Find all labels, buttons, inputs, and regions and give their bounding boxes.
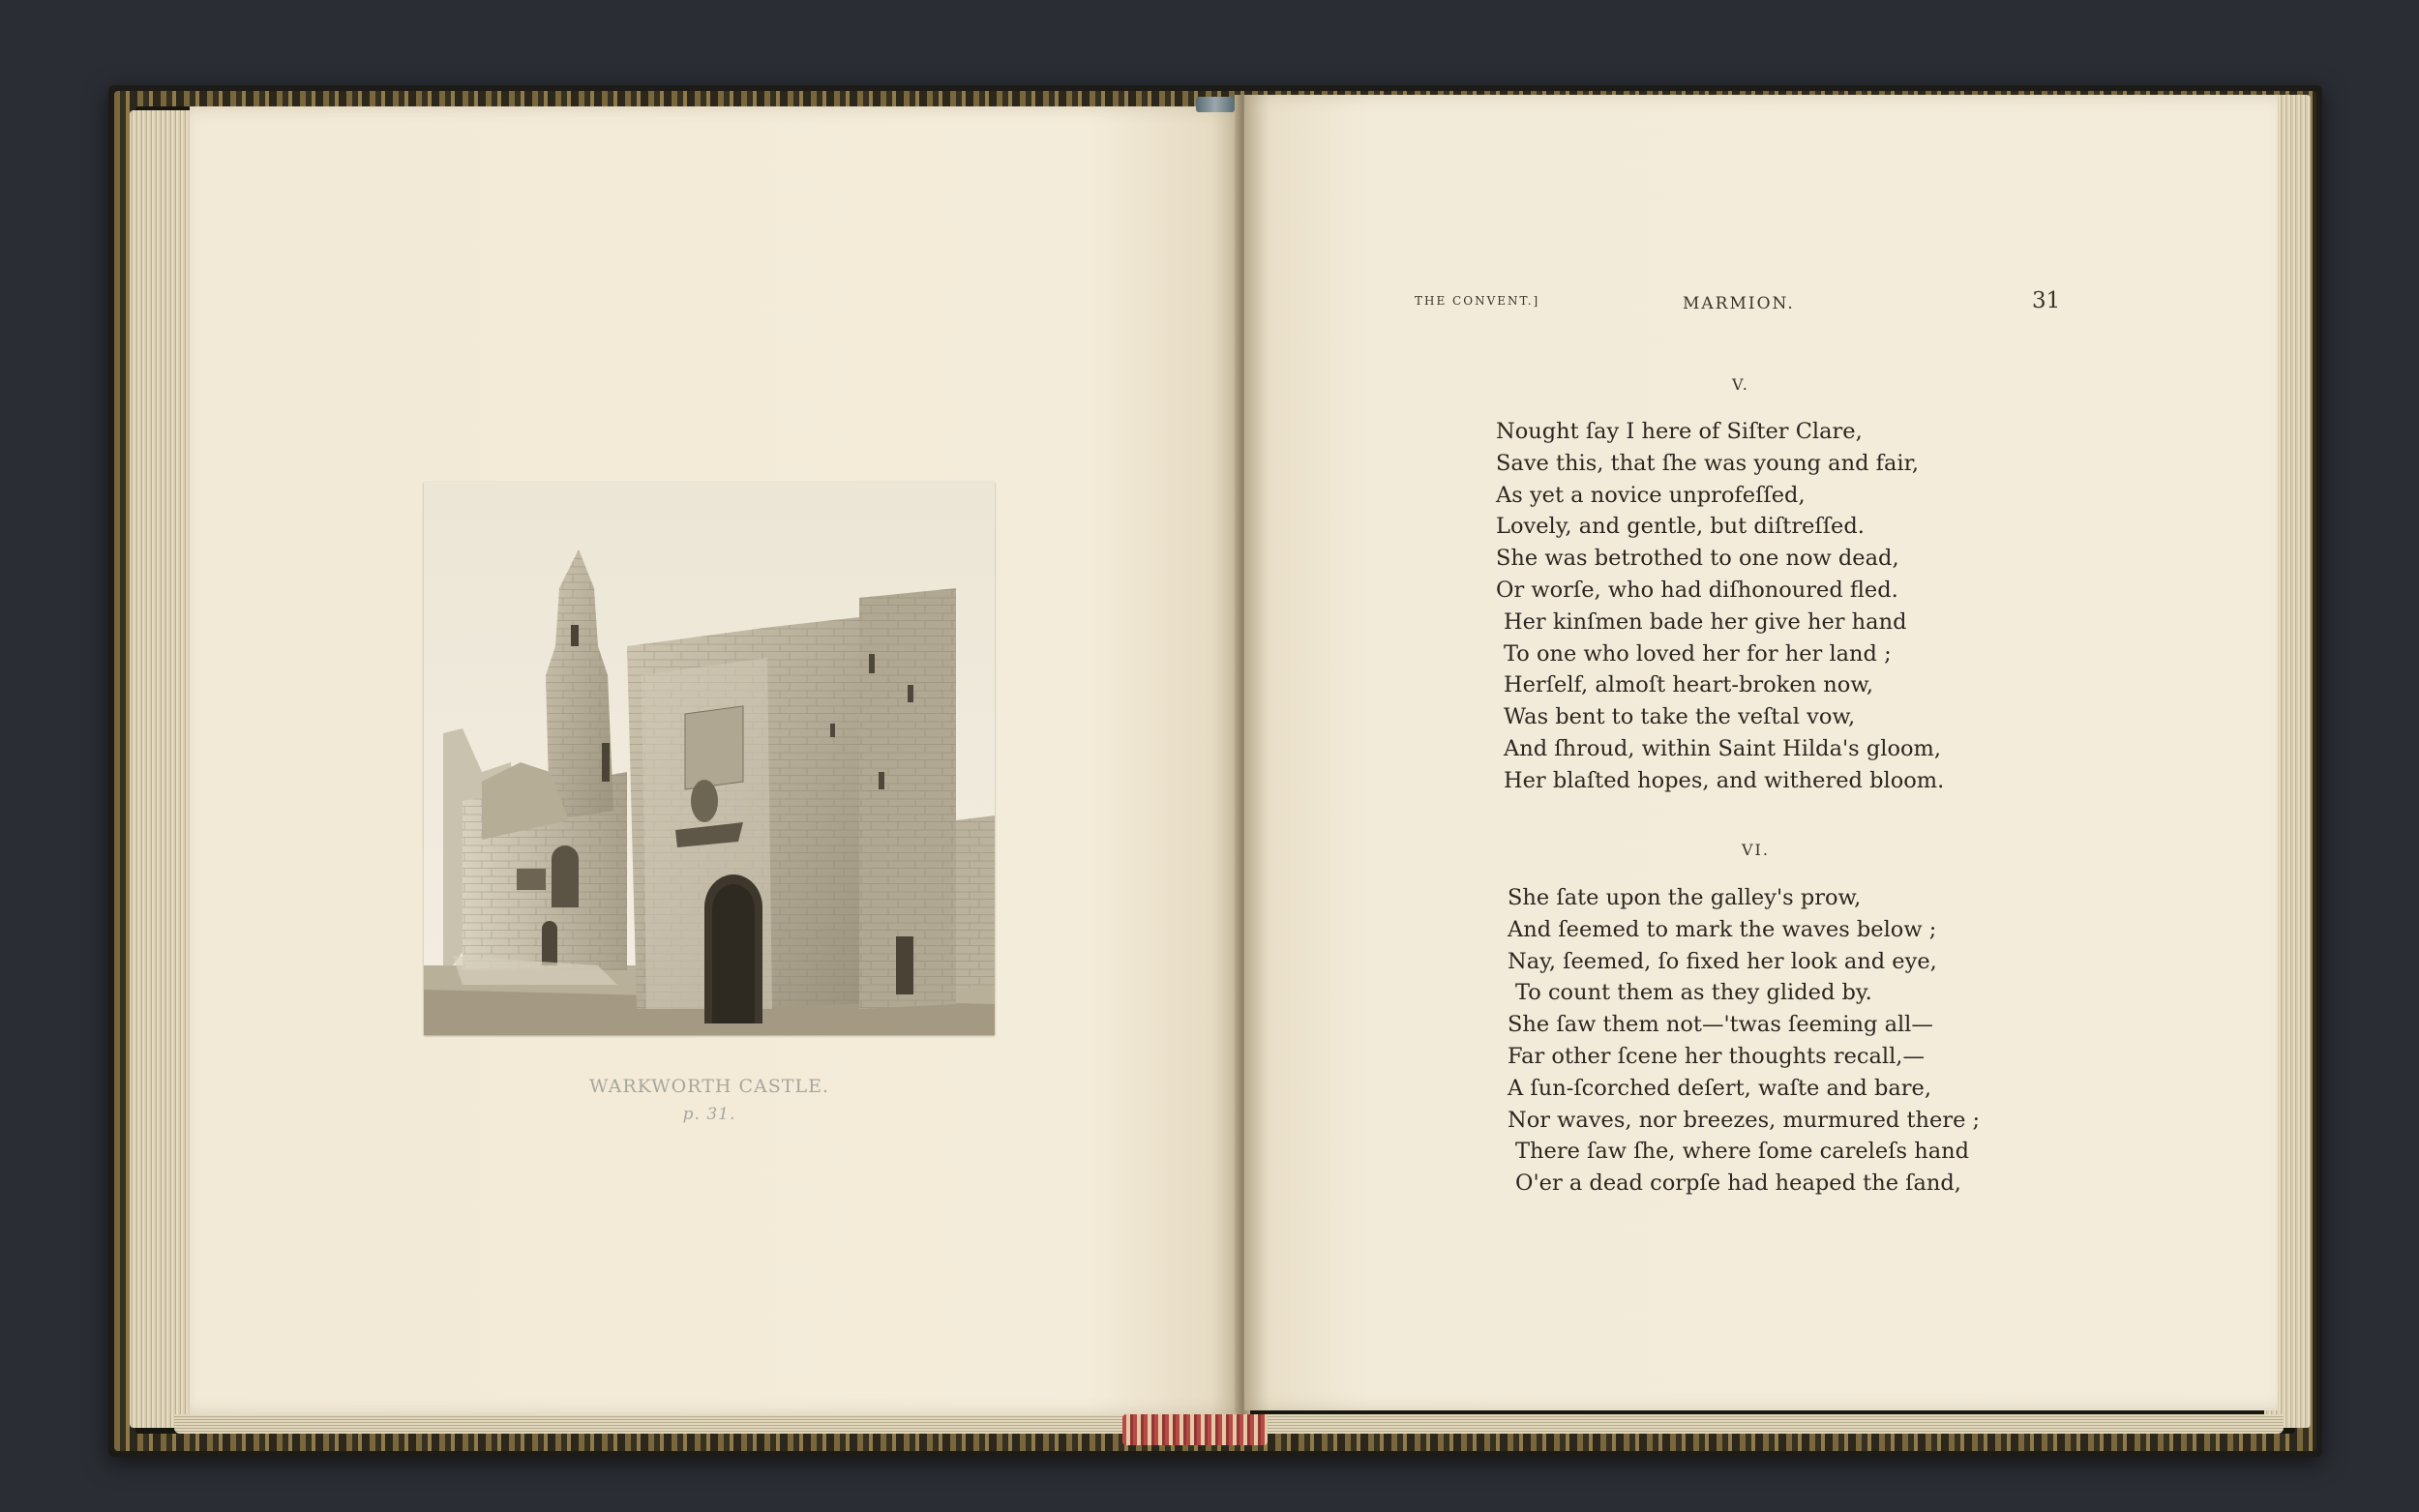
verse-line: O'er a dead corpſe had heaped the ſand, (1515, 1171, 1961, 1197)
verse-line: Lovely, and gentle, but diſtreſſed. (1496, 514, 1865, 540)
verse-line: She ſate upon the galley's prow, (1508, 885, 1862, 910)
plate-caption-page: p. 31. (682, 1105, 736, 1124)
verse-line: Or worſe, who had diſhonoured fled. (1496, 577, 1898, 603)
verse-line: Herſelf, almoſt heart-broken now, (1504, 672, 1874, 698)
verse-line: Far other ſcene her thoughts recall,— (1508, 1043, 1925, 1069)
verse-line: She was betrothed to one now dead, (1496, 546, 1899, 572)
castle-photograph (424, 482, 995, 1035)
verse-line: Was bent to take the veſtal vow, (1504, 704, 1856, 730)
page-number: 31 (2032, 288, 2061, 313)
verse-line: Her blaſted hopes, and withered bloom. (1504, 767, 1945, 793)
verse-line: To one who loved her for her land ; (1504, 640, 1892, 667)
verse-line: She ſaw them not—'twas ſeeming all— (1508, 1012, 1933, 1038)
running-head-title: MARMION. (1683, 294, 1795, 313)
verse-line: Nought ſay I here of Siſter Clare, (1496, 419, 1863, 444)
castle-image (424, 482, 995, 1035)
verse-line: As yet a novice unprofeſſed, (1496, 482, 1806, 508)
stanza-number: VI. (1742, 841, 1770, 859)
plate-caption-title: WARKWORTH CASTLE. (589, 1076, 829, 1097)
verse-line: Save this, that ſhe was young and fair, (1496, 450, 1920, 476)
verse-line: To count them as they glided by. (1515, 980, 1872, 1006)
stanza-vi (1508, 882, 1980, 1200)
verse-line: Her kinſmen bade her give her hand (1504, 608, 1907, 635)
stanza-number: V. (1732, 375, 1749, 394)
verse-line: Nor waves, nor breezes, murmured there ; (1508, 1107, 1981, 1133)
headband-bottom (1122, 1414, 1268, 1445)
verse-line: Nay, ſeemed, ſo fixed her look and eye, (1508, 948, 1937, 974)
verse-line: And ſhroud, within Saint Hilda's gloom, (1504, 735, 1942, 761)
verse-line: A ſun-ſcorched deſert, waſte and bare, (1508, 1075, 1931, 1101)
running-head-section: THE CONVENT.] (1415, 294, 1540, 308)
verse-line: There ſaw ſhe, where ſome careleſs hand (1515, 1139, 1970, 1165)
headband-top (1196, 97, 1235, 112)
stanza-v (1496, 416, 1944, 797)
verse-line: And ſeemed to mark the waves below ; (1508, 916, 1937, 942)
